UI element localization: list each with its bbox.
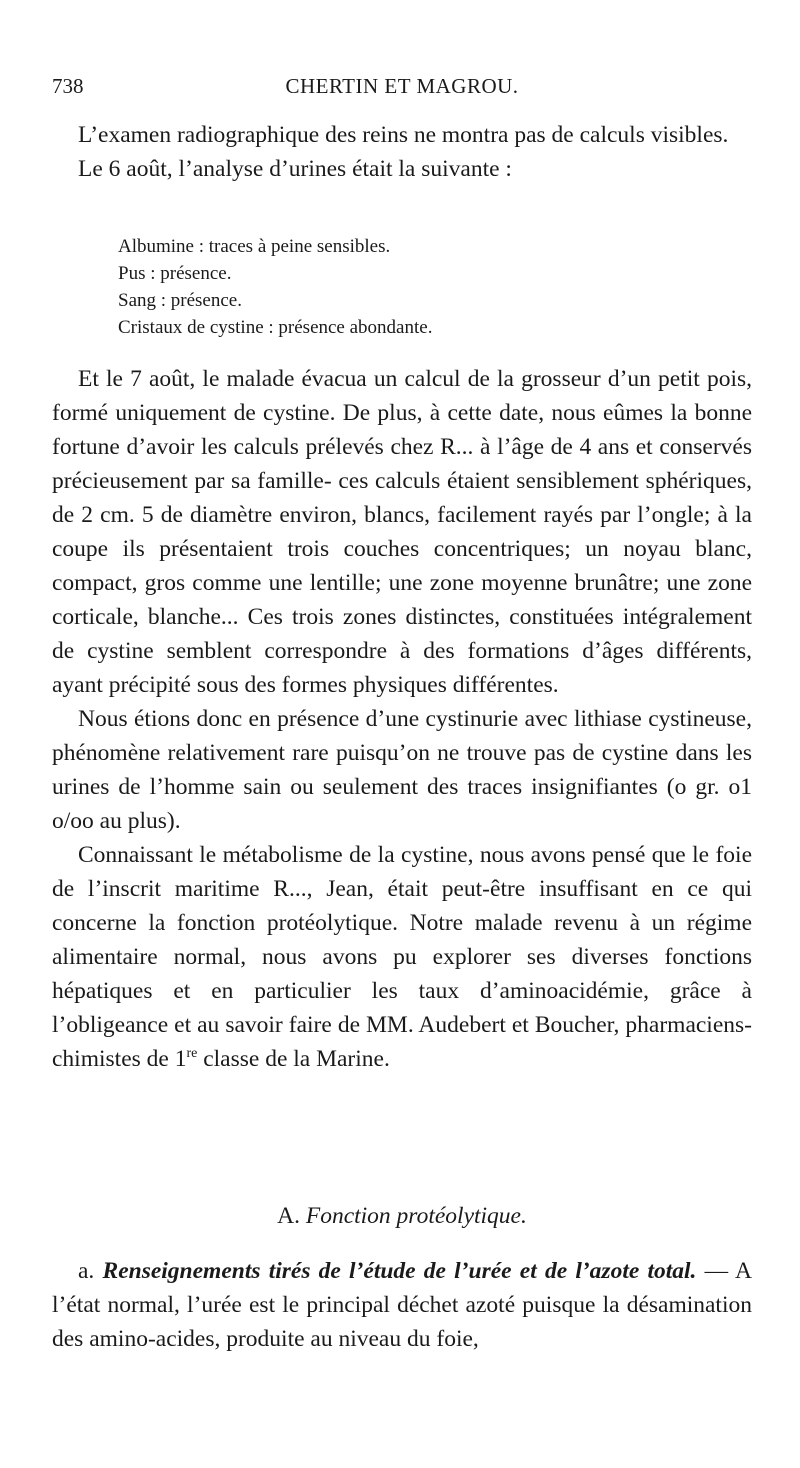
page-number: 738 bbox=[52, 74, 84, 98]
section-letter: A. bbox=[277, 1203, 300, 1229]
list-item: Sang : présence. bbox=[118, 290, 242, 311]
subsection-paragraph bbox=[52, 1254, 752, 1356]
subsection-letter: a. bbox=[78, 1258, 95, 1284]
paragraph-metabolism-text: Connaissant le métabolisme de la cystine, nous avons pensé que le foie de l’inscrit maritime R..., Jean, était peut-être insuffisant en ce qui concerne la fonction protéolytique. Notre malade revenu à un régime alimentaire normal, nous avons pu explorer ses diverses fonctions hépatiques et en particulier les taux d’aminoacidémie, grâce à l’obligeance et au savoir faire de MM. Audebert et Boucher, pharmaciens-chimistes de 1 bbox=[52, 842, 752, 1072]
paragraph-radiography: L’examen radiographique des reins ne montra pas de calculs visibles. bbox=[78, 122, 729, 148]
paragraph-cystinuria: Nous étions donc en présence d’une cystinurie avec lithiase cystineuse, phénomène relativement rare puisqu’on ne trouve pas de cystine dans les urines de l’homme sain ou seulement des traces insignifiantes (o gr. o1 o/oo au plus). bbox=[52, 706, 752, 834]
subsection-body: A l’état normal, l’urée est le principal déchet azoté puisque la désamination des amino-acides, produite au niveau du foie, bbox=[52, 1258, 753, 1352]
list-item: Cristaux de cystine : présence abondante. bbox=[118, 317, 433, 338]
subsection-title: Renseignements tirés de l’étude de l’urée et de l’azote total. bbox=[102, 1258, 697, 1284]
paragraph-calculus: Et le 7 août, le malade évacua un calcul de la grosseur d’un petit pois, formé uniquement de cystine. De plus, à cette date, nous eûmes la bonne fortune d’avoir les calculs prélevés chez R... à l’âge de 4 ans et conservés précieusement par sa famille- ces calculs étaient sensiblement sphériques, de 2 cm. 5 de diamètre environ, blancs, facilement rayés par l’ongle; à la coupe ils présentaient trois couches concentriques; un noyau blanc, compact, gros comme une lentille; une zone moyenne brunâtre; une zone corticale, blanche... Ces trois zones distinctes, constituées intégralement de cystine semblent correspondre à des formations d’âges différents, ayant précipité sous des formes physiques différentes. bbox=[52, 366, 752, 698]
section-title: Fonction protéolytique. bbox=[305, 1203, 527, 1229]
running-head: CHERTIN ET MAGROU. bbox=[285, 74, 519, 98]
paragraph-metabolism-end: classe de la Marine. bbox=[197, 1046, 390, 1072]
body-text bbox=[52, 362, 752, 1076]
paragraph-metabolism bbox=[52, 838, 752, 1076]
intro-text bbox=[52, 118, 752, 186]
list-item: Pus : présence. bbox=[118, 263, 232, 284]
subsection-text bbox=[52, 1254, 752, 1356]
section-heading bbox=[52, 1203, 752, 1230]
page-header bbox=[52, 74, 752, 104]
superscript: re bbox=[186, 1046, 198, 1062]
paragraph-urine-analysis-intro: Le 6 août, l’analyse d’urines était la suivante : bbox=[78, 156, 512, 182]
subsection-dash: — bbox=[696, 1258, 729, 1284]
list-item: Albumine : traces à peine sensibles. bbox=[118, 236, 391, 257]
urine-analysis-list bbox=[118, 233, 432, 341]
